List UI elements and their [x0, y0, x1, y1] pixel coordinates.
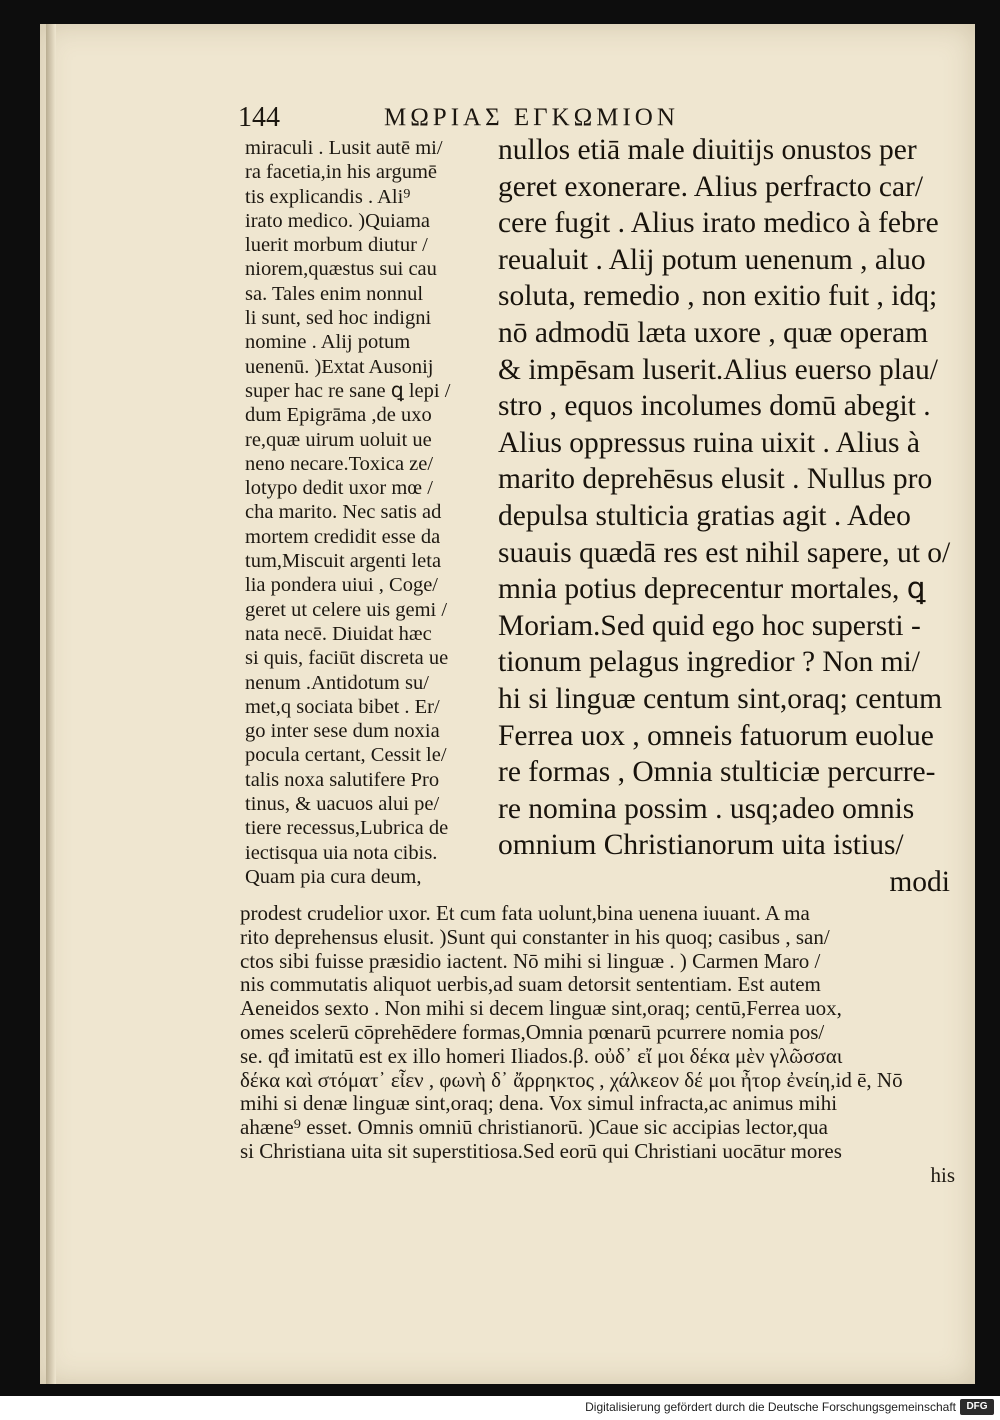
bottom-note-line: δέκα καὶ στόματ᾽ εἶεν , φωνὴ δ᾽ ἄρρηκτος , χάλκεον δέ μοι ἦτορ ἐνείη,id ē, Nō	[240, 1067, 903, 1092]
margin-note-line: tum,Miscuit argenti leta	[245, 550, 442, 573]
page-gutter-shadow	[46, 24, 56, 1384]
margin-commentary	[245, 136, 493, 889]
margin-note-line: dum Epigrāma ,de uxo	[245, 404, 432, 427]
margin-note-line: ra facetia,in his argumē	[245, 161, 438, 184]
bottom-note-line: Aeneidos sexto . Non mihi si decem linguæ sint,oraq; centū,Ferrea uox,	[240, 996, 842, 1021]
page-number: 144	[238, 102, 280, 133]
margin-note-line: re,quæ uirum uoluit ue	[245, 428, 432, 451]
main-text-line: & impēsam luserit.Alius euerso plau/	[498, 353, 938, 386]
margin-note-line: uenenū. )Extat Ausonij	[245, 355, 434, 378]
footer-bar	[0, 1396, 1000, 1420]
margin-note-line: neno necare.Toxica ze/	[245, 452, 434, 475]
margin-note-line: geret ut celere uis gemi /	[245, 598, 448, 621]
main-text-line: cere fugit . Alius irato medico à febre	[498, 207, 939, 240]
bottom-note-line: ahæne⁹ esset. Omnis omniū christianorū. )Caue sic accipias lector,qua	[240, 1115, 828, 1140]
bottom-note-line: ctos sibi fuisse præsidio iactent. Nō mihi si linguæ . ) Carmen Maro /	[240, 948, 821, 973]
main-text-line: suauis quædā res est nihil sapere, ut o/	[498, 536, 951, 569]
margin-note-line: tiere recessus,Lubrica de	[245, 817, 449, 840]
bottom-note-line: omes scelerū cōprehēdere formas,Omnia pœnarū pcurrere nomia pos/	[240, 1019, 825, 1044]
margin-note-line: talis noxa salutifere Pro	[245, 768, 440, 791]
bottom-note-line: mihi si denæ linguæ sint,oraq; dena. Vox simul infracta,ac animus mihi	[240, 1091, 838, 1116]
main-text-line: depulsa stulticia gratias agit . Adeo	[498, 499, 911, 532]
catchword: his	[930, 1162, 955, 1187]
main-text-line: tionum pelagus ingredior ? Non mi/	[498, 646, 920, 679]
margin-note-line: tinus, & uacuos alui pe/	[245, 793, 440, 816]
bottom-note-line: prodest crudelior uxor. Et cum fata uolunt,bina uenena iuuant. A ma	[240, 901, 810, 925]
main-text-line: re nomina possim . usq;adeo omnis	[498, 792, 915, 825]
margin-note-line: nomine . Alij potum	[245, 331, 411, 354]
catchword: modi	[889, 865, 950, 898]
margin-note-line: iectisqua uia nota cibis.	[245, 841, 438, 864]
bottom-note-line: se. qđ imitatū est ex illo homeri Iliados.β. οὐδ᾽ εἴ μοι δέκα μὲν γλῶσσαι	[240, 1043, 843, 1068]
margin-note-line: miraculi . Lusit autē mi/	[245, 137, 443, 159]
margin-note-line: lia pondera uiui , Coge/	[245, 574, 438, 597]
main-text-line: Moriam.Sed quid ego hoc supersti -	[498, 609, 921, 642]
margin-note-line: met,q sociata bibet . Er/	[245, 695, 440, 718]
digitization-credit: Digitalisierung gefördert durch die Deutsche Forschungsgemeinschaft	[585, 1400, 956, 1414]
margin-note-line: irato medico. )Quiama	[245, 209, 431, 232]
margin-note-line: go inter sese dum noxia	[245, 720, 440, 743]
bottom-note-line: rito deprehensus elusit. )Sunt qui constanter in his quoq; casibus , san/	[240, 924, 830, 949]
main-text-block	[498, 132, 950, 900]
main-text-line: stro , equos incolumes domū abegit .	[498, 390, 931, 423]
main-text-line: nō admodū læta uxore , quæ operam	[498, 316, 929, 349]
main-text-line: re formas , Omnia stulticiæ percurre-	[498, 756, 936, 789]
main-text-line: soluta, remedio , non exitio fuit , idq;	[498, 280, 938, 313]
margin-note-line: luerit morbum diutur /	[245, 234, 428, 257]
running-title: ΜΩΡΙΑΣ ΕΓΚΩΜΙΟΝ	[384, 104, 679, 131]
main-text-line: marito deprehēsus elusit . Nullus pro	[498, 463, 933, 496]
margin-note-line: li sunt, sed hoc indigni	[245, 307, 432, 330]
main-text-line: hi si linguæ centum sint,oraq; centum	[498, 682, 943, 715]
main-text-line: geret exonerare. Alius perfracto car/	[498, 170, 924, 203]
margin-note-line: super hac re sane ꝗ lepi /	[245, 379, 451, 402]
main-text-line: Alius oppressus ruina uixit . Alius à	[498, 426, 921, 459]
margin-note-line: cha marito. Nec satis ad	[245, 501, 442, 524]
main-text-line: reualuit . Alij potum uenenum , aluo	[498, 243, 926, 276]
margin-note-line: niorem,quæstus sui cau	[245, 258, 437, 281]
margin-note-line: lotypo dedit uxor mœ /	[245, 477, 433, 500]
bottom-note-line: nis commutatis aliquot uerbis,ad suam detorsit sententiam. Est autem	[240, 972, 821, 997]
margin-note-line: mortem credidit esse da	[245, 525, 441, 548]
margin-note-line: tis explicandis . Ali⁹	[245, 185, 411, 208]
margin-note-line: pocula certant, Cessit le/	[245, 744, 447, 767]
margin-note-line: Quam pia cura deum,	[245, 865, 422, 888]
margin-note-line: sa. Tales enim nonnul	[245, 282, 424, 305]
dfg-logo: DFG	[960, 1399, 994, 1415]
margin-note-line: si quis, faciūt discreta ue	[245, 647, 449, 670]
main-text-line: omnium Christianorum uita istius/	[498, 829, 904, 862]
margin-note-line: nenum .Antidotum su/	[245, 671, 429, 694]
book-page	[40, 24, 975, 1384]
main-text-line: mnia potius deprecentur mortales, ꝗ	[498, 573, 926, 606]
main-text-line: Ferrea uox , omneis fatuorum euolue	[498, 719, 934, 752]
bottom-note-line: si Christiana uita sit superstitiosa.Sed eorū qui Christiani uocātur mores	[240, 1138, 842, 1163]
main-text-line: nullos etiā male diuitijs onustos per	[498, 134, 917, 166]
bottom-commentary	[240, 902, 955, 1188]
margin-note-line: nata necē. Diuidat hæc	[245, 622, 432, 645]
